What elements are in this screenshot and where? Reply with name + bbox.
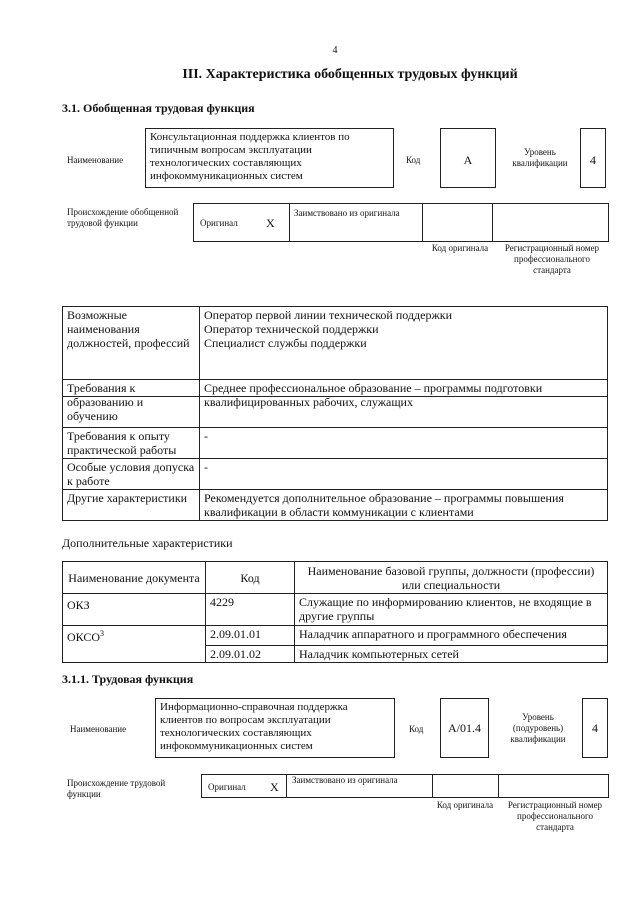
req-value: Среднее профессиональное образование – программы подготовки квалифицированных рабочих, служащих [200, 380, 608, 428]
req-value: Рекомендуется дополнительное образование – программы повышения квалификации в области коммуникации с клиентами [200, 490, 608, 521]
page-number: 4 [332, 45, 338, 56]
req-label: Особые условия допуска к работе [63, 459, 200, 490]
code-original-caption: Код оригинала [436, 800, 494, 810]
level-field: 4 [582, 698, 608, 758]
col-header-code: Код [206, 562, 295, 594]
original-mark: X [270, 780, 279, 794]
col-header-document: Наименование документа [63, 562, 206, 594]
level-field: 4 [580, 128, 606, 188]
position-item: Специалист службы поддержки [204, 336, 367, 350]
table-row [63, 594, 608, 626]
name-label: Наименование [67, 155, 124, 165]
doc-cell [63, 645, 206, 662]
col-header-name: Наименование базовой группы, должности (профессии) или специальности [295, 562, 608, 594]
table-row [63, 645, 608, 662]
origin-row [201, 774, 609, 798]
req-label: Другие характеристики [63, 490, 200, 521]
origin-label: Происхождение трудовой функции [67, 778, 166, 799]
position-item: Оператор технической поддержки [204, 322, 379, 336]
req-value: - [200, 428, 608, 459]
original-mark: X [266, 216, 275, 230]
reg-number-caption: Регистрационный номер профессионального стандарта [507, 800, 603, 832]
req-value: - [200, 459, 608, 490]
original-label: Оригинал [200, 218, 238, 228]
group-name-cell: Наладчик аппаратного и программного обеспечения [295, 626, 608, 646]
code-cell: 2.09.01.01 [206, 626, 295, 646]
code-field: A [440, 128, 496, 188]
name-label: Наименование [70, 724, 127, 734]
function-name-field: Консультационная поддержка клиентов по типичным вопросам эксплуатации технологических составляющих инфокоммуникационных систем [145, 128, 394, 188]
position-item: Оператор первой линии технической поддержки [204, 308, 452, 322]
subsection-heading: 3.1.1. Трудовая функция [62, 672, 194, 686]
reg-number-caption: Регистрационный номер профессионального стандарта [504, 243, 600, 275]
origin-label: Происхождение обобщенной трудовой функции [67, 207, 179, 228]
origin-row [193, 203, 609, 242]
page-title: III. Характеристика обобщенных трудовых функций [182, 67, 518, 82]
code-label: Код [409, 724, 424, 734]
code-original-caption: Код оригинала [431, 243, 489, 253]
requirements-table [62, 379, 608, 521]
original-label: Оригинал [208, 782, 246, 792]
group-name-cell: Служащие по информированию клиентов, не входящие в другие группы [295, 594, 608, 626]
additional-table [62, 561, 608, 663]
level-label: Уровень квалификации [512, 147, 568, 168]
positions-label: Возможные наименования должностей, профессий [63, 307, 200, 397]
level-label: Уровень (подуровень) квалификации [510, 712, 566, 744]
borrowed-label: Заимствовано из оригинала [292, 775, 398, 785]
section-heading: 3.1. Обобщенная трудовая функция [62, 101, 255, 115]
code-cell: 2.09.01.02 [206, 645, 295, 662]
table-row [63, 626, 608, 646]
doc-cell: ОКЗ [63, 594, 206, 626]
function-name-field: Информационно-справочная поддержка клиентов по вопросам эксплуатации технологических составляющих инфокоммуникационных систем [155, 698, 395, 758]
req-label: Требования к опыту практической работы [63, 428, 200, 459]
code-cell: 4229 [206, 594, 295, 626]
additional-heading: Дополнительные характеристики [62, 536, 233, 550]
borrowed-label: Заимствовано из оригинала [294, 208, 400, 218]
code-label: Код [406, 155, 421, 165]
req-label: Требования к образованию и обучению [63, 380, 200, 428]
group-name-cell: Наладчик компьютерных сетей [295, 645, 608, 662]
doc-cell: ОКСО$^3$ [63, 626, 206, 646]
code-field: A/01.4 [440, 698, 489, 758]
